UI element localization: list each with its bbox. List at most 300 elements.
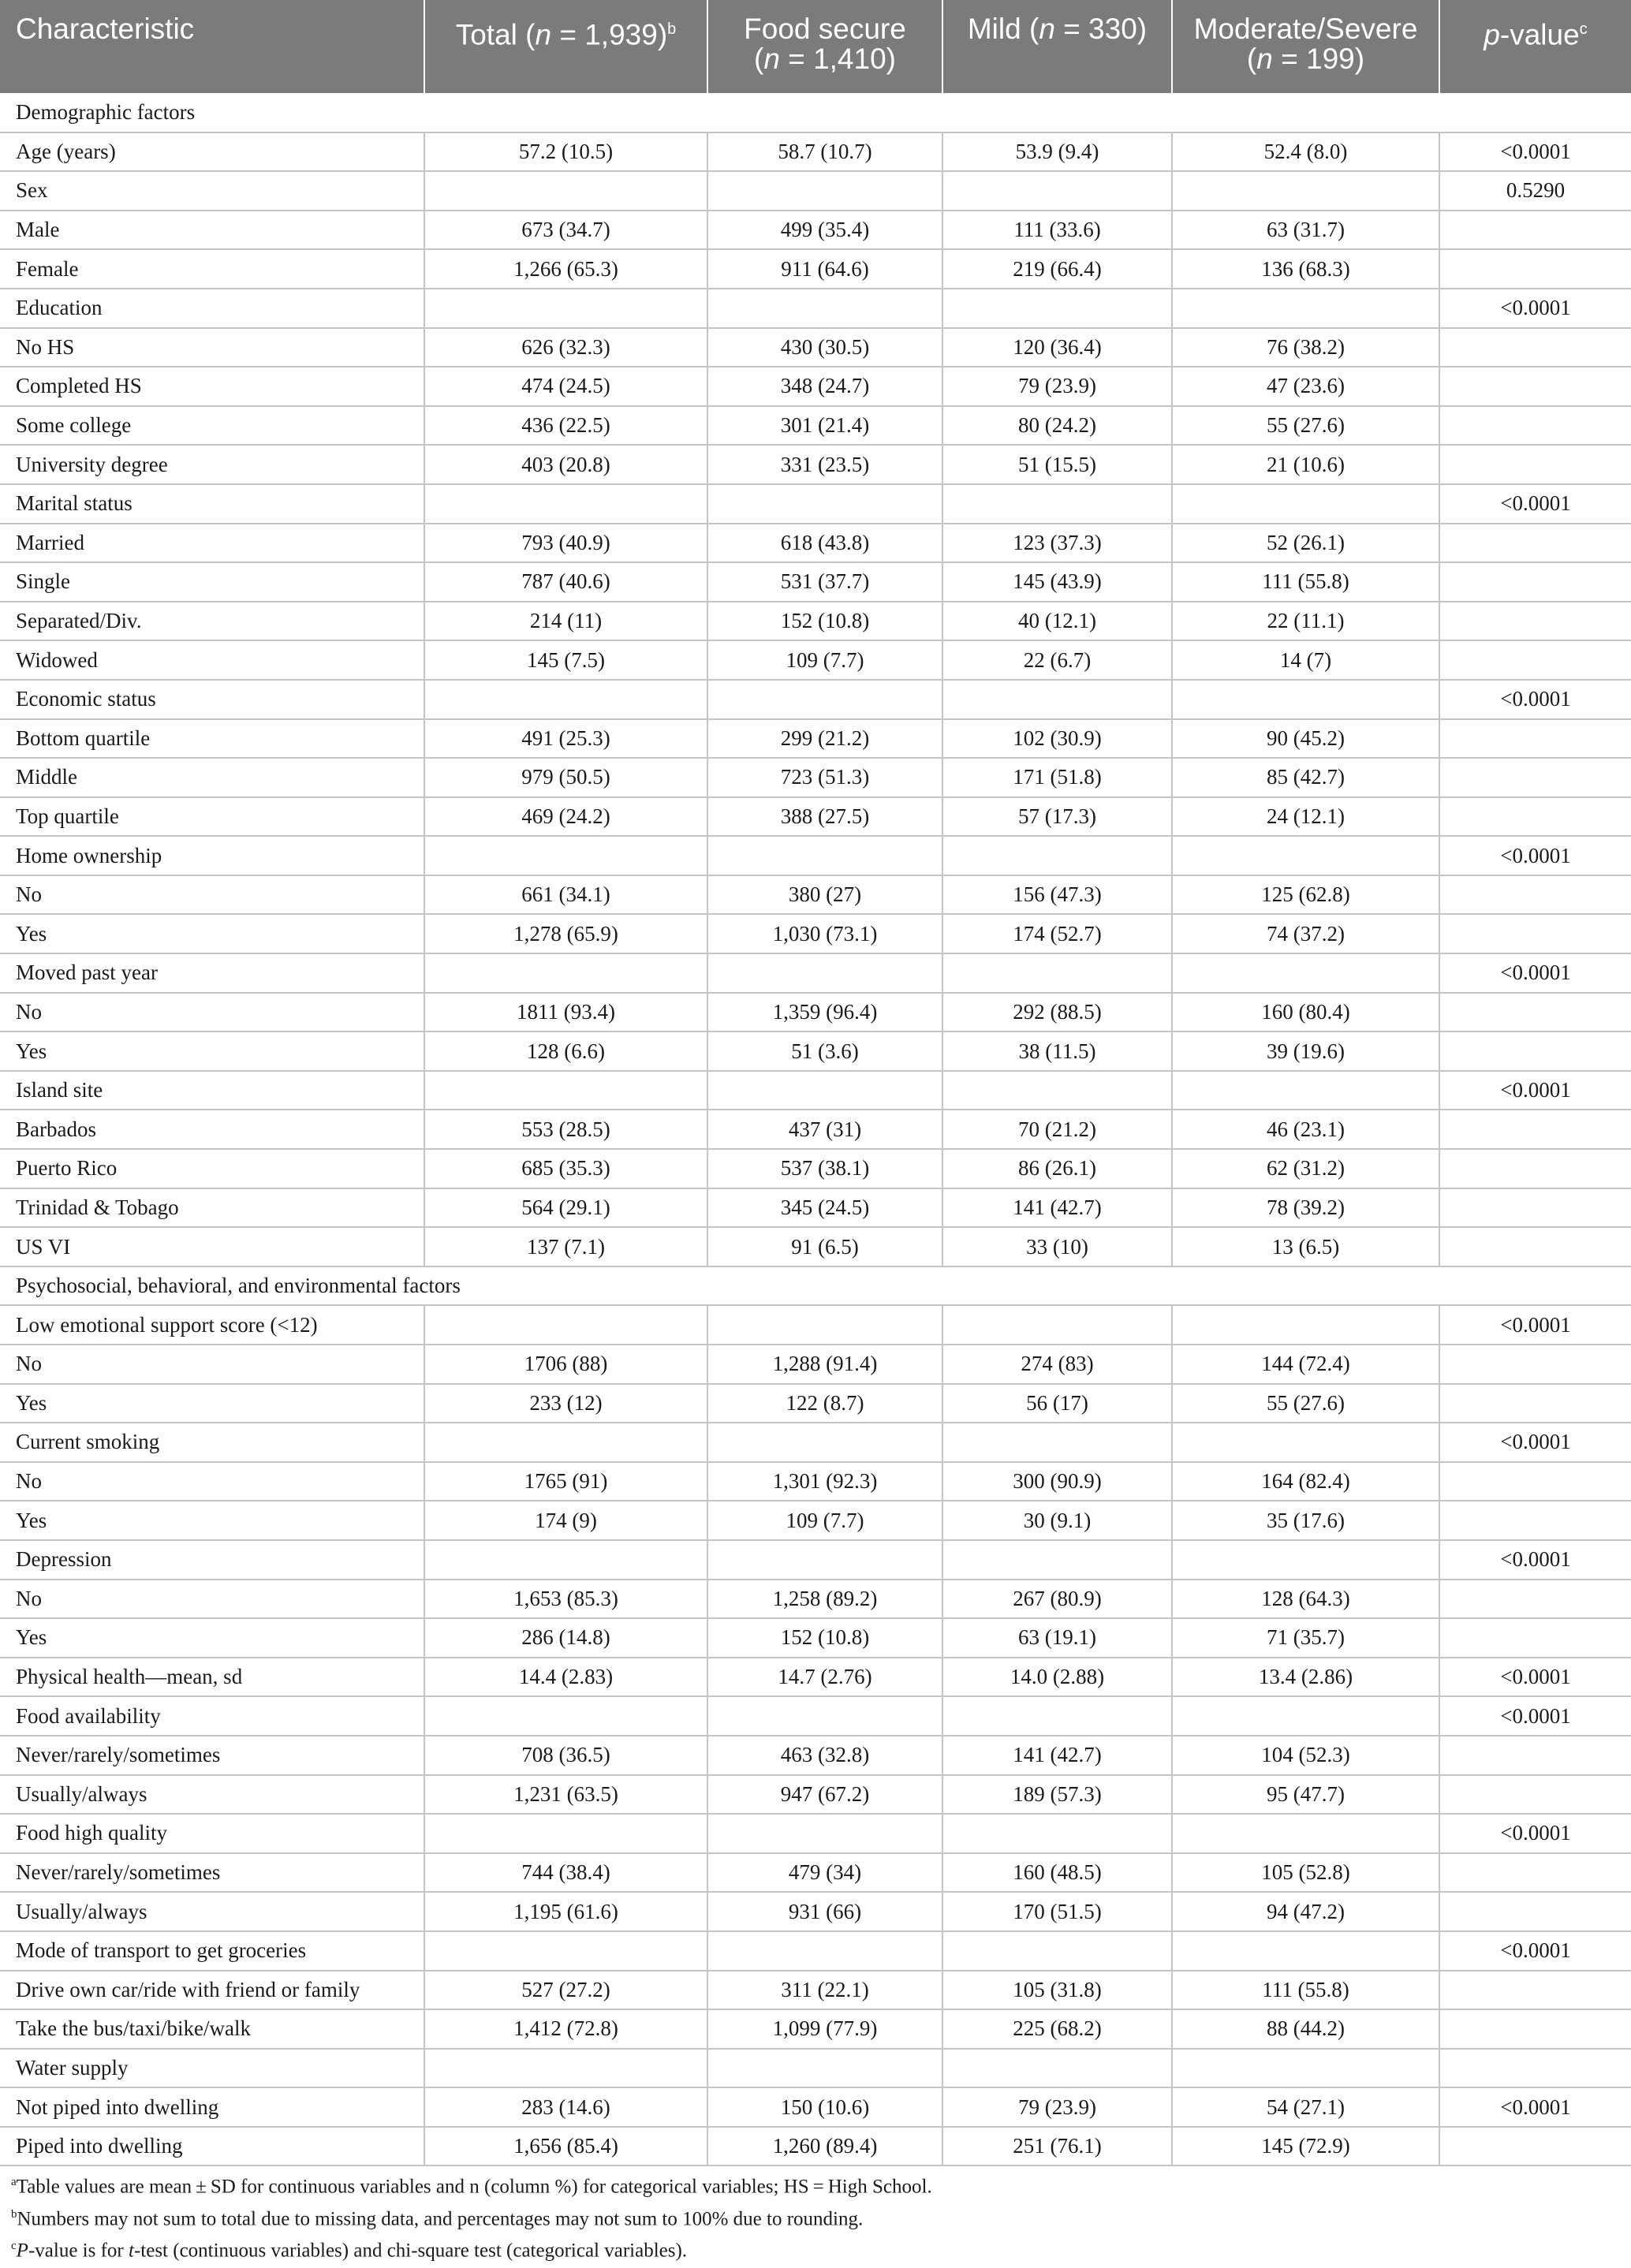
cell-moderate-severe: 63 (31.7) (1172, 211, 1439, 250)
cell-mild: 251 (76.1) (942, 2127, 1172, 2166)
cell-p-value (1439, 875, 1631, 915)
cell-characteristic: Depression (0, 1540, 424, 1580)
cell-total: 474 (24.5) (424, 367, 707, 406)
cell-food-secure: 388 (27.5) (707, 797, 942, 837)
cell-p-value: <0.0001 (1439, 132, 1631, 172)
cell-moderate-severe: 78 (39.2) (1172, 1188, 1439, 1228)
table-row (0, 2049, 1631, 2088)
section-label: Psychosocial, behavioral, and environmental factors (0, 1266, 1631, 1306)
cell-food-secure: 331 (23.5) (707, 445, 942, 484)
cell-p-value (1439, 211, 1631, 250)
table-row (0, 132, 1631, 172)
cell-characteristic: Age (years) (0, 132, 424, 172)
cell-total (424, 953, 707, 993)
cell-mild: 38 (11.5) (942, 1031, 1172, 1071)
cell-characteristic: No (0, 1345, 424, 1384)
cell-mild: 56 (17) (942, 1384, 1172, 1423)
table-row (0, 1775, 1631, 1815)
cell-characteristic: Piped into dwelling (0, 2127, 424, 2166)
cell-characteristic: No (0, 993, 424, 1032)
cell-moderate-severe: 94 (47.2) (1172, 1892, 1439, 1931)
table-row (0, 1892, 1631, 1931)
cell-p-value (1439, 367, 1631, 406)
cell-total: 1,656 (85.4) (424, 2127, 707, 2166)
cell-characteristic: Drive own car/ride with friend or family (0, 1971, 424, 2010)
cell-total: 1811 (93.4) (424, 993, 707, 1032)
cell-total: 553 (28.5) (424, 1110, 707, 1149)
cell-characteristic: Top quartile (0, 797, 424, 837)
table-row (0, 836, 1631, 875)
cell-p-value (1439, 640, 1631, 680)
cell-mild (942, 1696, 1172, 1736)
cell-p-value: <0.0001 (1439, 1931, 1631, 1971)
cell-moderate-severe: 54 (27.1) (1172, 2087, 1439, 2127)
cell-characteristic: No HS (0, 328, 424, 367)
cell-p-value: <0.0001 (1439, 289, 1631, 328)
cell-mild (942, 1423, 1172, 1462)
cell-moderate-severe: 55 (27.6) (1172, 406, 1439, 446)
section-label: Demographic factors (0, 93, 1631, 132)
cell-total: 527 (27.2) (424, 1971, 707, 2010)
cell-characteristic: Usually/always (0, 1775, 424, 1815)
header-food-secure: Food secure (n = 1,410) (707, 0, 942, 93)
cell-mild (942, 171, 1172, 211)
cell-p-value: <0.0001 (1439, 484, 1631, 524)
cell-p-value (1439, 1892, 1631, 1931)
cell-food-secure (707, 1071, 942, 1110)
table-row (0, 680, 1631, 719)
cell-mild (942, 680, 1172, 719)
cell-characteristic: Female (0, 249, 424, 289)
table-row (0, 1031, 1631, 1071)
cell-characteristic: Separated/Div. (0, 602, 424, 641)
cell-mild (942, 1071, 1172, 1110)
cell-characteristic: Yes (0, 1501, 424, 1540)
cell-moderate-severe (1172, 1305, 1439, 1345)
cell-food-secure: 348 (24.7) (707, 367, 942, 406)
cell-food-secure (707, 171, 942, 211)
cell-moderate-severe: 160 (80.4) (1172, 993, 1439, 1032)
cell-moderate-severe: 39 (19.6) (1172, 1031, 1439, 1071)
cell-mild: 51 (15.5) (942, 445, 1172, 484)
cell-moderate-severe: 14 (7) (1172, 640, 1439, 680)
table-row (0, 1971, 1631, 2010)
cell-p-value: <0.0001 (1439, 1814, 1631, 1853)
cell-food-secure (707, 1931, 942, 1971)
table-row (0, 758, 1631, 797)
cell-total (424, 484, 707, 524)
table-row (0, 914, 1631, 953)
cell-p-value (1439, 993, 1631, 1032)
cell-total: 57.2 (10.5) (424, 132, 707, 172)
cell-moderate-severe: 144 (72.4) (1172, 1345, 1439, 1384)
header-p-value: p-value$^c$ (1439, 0, 1631, 93)
cell-mild: 189 (57.3) (942, 1775, 1172, 1815)
cell-mild: 79 (23.9) (942, 367, 1172, 406)
cell-moderate-severe: 90 (45.2) (1172, 719, 1439, 759)
cell-moderate-severe: 85 (42.7) (1172, 758, 1439, 797)
cell-characteristic: Education (0, 289, 424, 328)
cell-p-value: <0.0001 (1439, 1305, 1631, 1345)
cell-moderate-severe: 46 (23.1) (1172, 1110, 1439, 1149)
cell-p-value: <0.0001 (1439, 1071, 1631, 1110)
cell-food-secure: 947 (67.2) (707, 1775, 942, 1815)
cell-total (424, 1423, 707, 1462)
cell-characteristic: Water supply (0, 2049, 424, 2088)
cell-p-value (1439, 562, 1631, 602)
cell-p-value (1439, 602, 1631, 641)
cell-moderate-severe: 62 (31.2) (1172, 1149, 1439, 1188)
cell-p-value: <0.0001 (1439, 953, 1631, 993)
table-row (0, 875, 1631, 915)
table-row (0, 1618, 1631, 1658)
cell-moderate-severe (1172, 1071, 1439, 1110)
cell-p-value (1439, 1384, 1631, 1423)
cell-food-secure (707, 484, 942, 524)
header-total: Total (n = 1,939)$^b$ (424, 0, 707, 93)
table-row (0, 1931, 1631, 1971)
cell-moderate-severe: 164 (82.4) (1172, 1462, 1439, 1501)
table-row (0, 1384, 1631, 1423)
cell-total: 708 (36.5) (424, 1736, 707, 1775)
header-mild: Mild (n = 330) (942, 0, 1172, 93)
table-row (0, 445, 1631, 484)
cell-food-secure: 531 (37.7) (707, 562, 942, 602)
section-row (0, 1266, 1631, 1306)
cell-mild: 141 (42.7) (942, 1736, 1172, 1775)
cell-mild: 219 (66.4) (942, 249, 1172, 289)
table-row (0, 1736, 1631, 1775)
cell-total: 286 (14.8) (424, 1618, 707, 1658)
cell-moderate-severe (1172, 953, 1439, 993)
cell-p-value: <0.0001 (1439, 1423, 1631, 1462)
cell-p-value (1439, 1736, 1631, 1775)
cell-mild (942, 289, 1172, 328)
cell-moderate-severe: 88 (44.2) (1172, 2009, 1439, 2049)
table-row (0, 1071, 1631, 1110)
cell-total: 403 (20.8) (424, 445, 707, 484)
cell-total (424, 680, 707, 719)
cell-total: 145 (7.5) (424, 640, 707, 680)
cell-mild: 63 (19.1) (942, 1618, 1172, 1658)
cell-mild: 120 (36.4) (942, 328, 1172, 367)
cell-characteristic: Male (0, 211, 424, 250)
cell-food-secure: 1,359 (96.4) (707, 993, 942, 1032)
cell-food-secure: 479 (34) (707, 1853, 942, 1893)
cell-moderate-severe: 22 (11.1) (1172, 602, 1439, 641)
footnote-c: $^c$P-value is for t-test (continuous variables) and chi-square test (categorical variables). (11, 2240, 688, 2262)
cell-characteristic: Puerto Rico (0, 1149, 424, 1188)
cell-p-value: 0.5290 (1439, 171, 1631, 211)
cell-characteristic: Some college (0, 406, 424, 446)
cell-total (424, 171, 707, 211)
cell-total (424, 1931, 707, 1971)
table-row (0, 562, 1631, 602)
cell-food-secure: 1,260 (89.4) (707, 2127, 942, 2166)
cell-moderate-severe (1172, 1814, 1439, 1853)
cell-mild (942, 836, 1172, 875)
cell-moderate-severe: 111 (55.8) (1172, 1971, 1439, 2010)
cell-p-value: <0.0001 (1439, 1540, 1631, 1580)
cell-food-secure (707, 1696, 942, 1736)
table-header (0, 0, 1631, 93)
cell-moderate-severe: 13.4 (2.86) (1172, 1658, 1439, 1697)
cell-characteristic: Yes (0, 914, 424, 953)
cell-food-secure: 1,301 (92.3) (707, 1462, 942, 1501)
cell-characteristic: Yes (0, 1618, 424, 1658)
table-row (0, 367, 1631, 406)
cell-moderate-severe (1172, 484, 1439, 524)
cell-mild: 274 (83) (942, 1345, 1172, 1384)
cell-food-secure: 430 (30.5) (707, 328, 942, 367)
cell-total: 174 (9) (424, 1501, 707, 1540)
cell-food-secure (707, 289, 942, 328)
cell-mild: 22 (6.7) (942, 640, 1172, 680)
cell-food-secure: 1,288 (91.4) (707, 1345, 942, 1384)
cell-p-value: <0.0001 (1439, 1696, 1631, 1736)
cell-total (424, 1071, 707, 1110)
cell-food-secure: 1,258 (89.2) (707, 1580, 942, 1619)
table-row (0, 171, 1631, 211)
cell-total: 1,278 (65.9) (424, 914, 707, 953)
table-row (0, 719, 1631, 759)
cell-characteristic: Bottom quartile (0, 719, 424, 759)
cell-mild: 160 (48.5) (942, 1853, 1172, 1893)
table-row (0, 524, 1631, 563)
cell-moderate-severe: 76 (38.2) (1172, 328, 1439, 367)
cell-mild: 14.0 (2.88) (942, 1658, 1172, 1697)
cell-moderate-severe: 35 (17.6) (1172, 1501, 1439, 1540)
footnote-a: $^a$Table values are mean ± SD for continuous variables and n (column %) for categorical variables; HS = High School. (11, 2176, 932, 2198)
cell-moderate-severe (1172, 1696, 1439, 1736)
cell-p-value (1439, 524, 1631, 563)
cell-food-secure (707, 1814, 942, 1853)
cell-moderate-severe: 128 (64.3) (1172, 1580, 1439, 1619)
cell-mild (942, 953, 1172, 993)
cell-mild: 174 (52.7) (942, 914, 1172, 953)
cell-moderate-severe: 105 (52.8) (1172, 1853, 1439, 1893)
cell-food-secure: 1,099 (77.9) (707, 2009, 942, 2049)
cell-p-value: <0.0001 (1439, 1658, 1631, 1697)
cell-characteristic: Not piped into dwelling (0, 2087, 424, 2127)
cell-p-value (1439, 1031, 1631, 1071)
cell-total: 787 (40.6) (424, 562, 707, 602)
table-row (0, 1462, 1631, 1501)
cell-moderate-severe: 71 (35.7) (1172, 1618, 1439, 1658)
table-row (0, 2127, 1631, 2166)
table-row (0, 993, 1631, 1032)
cell-total: 564 (29.1) (424, 1188, 707, 1228)
cell-p-value: <0.0001 (1439, 680, 1631, 719)
cell-characteristic: Trinidad & Tobago (0, 1188, 424, 1228)
cell-total (424, 1305, 707, 1345)
cell-mild: 171 (51.8) (942, 758, 1172, 797)
table-row (0, 1540, 1631, 1580)
cell-characteristic: Food high quality (0, 1814, 424, 1853)
cell-total: 491 (25.3) (424, 719, 707, 759)
cell-total: 283 (14.6) (424, 2087, 707, 2127)
cell-moderate-severe: 52.4 (8.0) (1172, 132, 1439, 172)
cell-characteristic: Economic status (0, 680, 424, 719)
cell-moderate-severe (1172, 680, 1439, 719)
cell-mild: 123 (37.3) (942, 524, 1172, 563)
cell-p-value (1439, 1501, 1631, 1540)
table-row (0, 1814, 1631, 1853)
cell-mild: 170 (51.5) (942, 1892, 1172, 1931)
cell-mild (942, 2049, 1172, 2088)
table-row (0, 1658, 1631, 1697)
cell-moderate-severe (1172, 289, 1439, 328)
cell-p-value (1439, 1580, 1631, 1619)
cell-moderate-severe (1172, 1931, 1439, 1971)
cell-characteristic: Physical health—mean, sd (0, 1658, 424, 1697)
cell-food-secure: 152 (10.8) (707, 1618, 942, 1658)
cell-moderate-severe: 125 (62.8) (1172, 875, 1439, 915)
cell-moderate-severe: 104 (52.3) (1172, 1736, 1439, 1775)
cell-characteristic: Home ownership (0, 836, 424, 875)
cell-mild (942, 484, 1172, 524)
table-row (0, 289, 1631, 328)
table-row (0, 484, 1631, 524)
cell-food-secure (707, 1423, 942, 1462)
cell-total: 1,195 (61.6) (424, 1892, 707, 1931)
cell-food-secure: 109 (7.7) (707, 1501, 942, 1540)
cell-characteristic: Mode of transport to get groceries (0, 1931, 424, 1971)
cell-mild: 156 (47.3) (942, 875, 1172, 915)
cell-total: 1765 (91) (424, 1462, 707, 1501)
cell-mild (942, 1540, 1172, 1580)
cell-p-value (1439, 445, 1631, 484)
cell-moderate-severe (1172, 836, 1439, 875)
cell-total: 1,231 (63.5) (424, 1775, 707, 1815)
cell-mild: 267 (80.9) (942, 1580, 1172, 1619)
cell-food-secure (707, 1305, 942, 1345)
table-row (0, 211, 1631, 250)
cell-food-secure: 618 (43.8) (707, 524, 942, 563)
cell-mild: 33 (10) (942, 1227, 1172, 1266)
cell-mild: 145 (43.9) (942, 562, 1172, 602)
cell-food-secure (707, 680, 942, 719)
cell-mild: 141 (42.7) (942, 1188, 1172, 1228)
cell-characteristic: Married (0, 524, 424, 563)
cell-p-value (1439, 1775, 1631, 1815)
cell-moderate-severe: 21 (10.6) (1172, 445, 1439, 484)
cell-moderate-severe (1172, 171, 1439, 211)
table-row (0, 1423, 1631, 1462)
cell-total: 744 (38.4) (424, 1853, 707, 1893)
cell-moderate-severe: 145 (72.9) (1172, 2127, 1439, 2166)
table-row (0, 797, 1631, 837)
table-row (0, 1305, 1631, 1345)
cell-characteristic: No (0, 1462, 424, 1501)
cell-moderate-severe: 111 (55.8) (1172, 562, 1439, 602)
cell-moderate-severe: 55 (27.6) (1172, 1384, 1439, 1423)
cell-mild: 53.9 (9.4) (942, 132, 1172, 172)
cell-food-secure: 122 (8.7) (707, 1384, 942, 1423)
cell-total: 1,412 (72.8) (424, 2009, 707, 2049)
cell-moderate-severe (1172, 1423, 1439, 1462)
cell-characteristic: Never/rarely/sometimes (0, 1853, 424, 1893)
cell-p-value (1439, 758, 1631, 797)
cell-p-value (1439, 1149, 1631, 1188)
header-moderate-severe: Moderate/Severe (n = 199) (1172, 0, 1439, 93)
cell-characteristic: Middle (0, 758, 424, 797)
cell-mild (942, 1305, 1172, 1345)
cell-total: 137 (7.1) (424, 1227, 707, 1266)
cell-characteristic: US VI (0, 1227, 424, 1266)
cell-characteristic: Widowed (0, 640, 424, 680)
table-row (0, 2009, 1631, 2049)
cell-moderate-severe: 24 (12.1) (1172, 797, 1439, 837)
cell-p-value (1439, 719, 1631, 759)
cell-food-secure: 380 (27) (707, 875, 942, 915)
cell-characteristic: Take the bus/taxi/bike/walk (0, 2009, 424, 2049)
cell-characteristic: Usually/always (0, 1892, 424, 1931)
header-characteristic: Characteristic (0, 0, 424, 93)
cell-total: 128 (6.6) (424, 1031, 707, 1071)
table-row (0, 406, 1631, 446)
cell-total: 793 (40.9) (424, 524, 707, 563)
cell-mild: 30 (9.1) (942, 1501, 1172, 1540)
cell-food-secure (707, 836, 942, 875)
cell-characteristic: Food availability (0, 1696, 424, 1736)
cell-p-value (1439, 2127, 1631, 2166)
cell-food-secure: 931 (66) (707, 1892, 942, 1931)
cell-food-secure: 58.7 (10.7) (707, 132, 942, 172)
cell-total: 469 (24.2) (424, 797, 707, 837)
cell-food-secure: 51 (3.6) (707, 1031, 942, 1071)
cell-mild: 105 (31.8) (942, 1971, 1172, 2010)
cell-food-secure: 150 (10.6) (707, 2087, 942, 2127)
cell-total (424, 289, 707, 328)
cell-characteristic: Moved past year (0, 953, 424, 993)
table-body (0, 93, 1631, 2165)
cell-mild (942, 1931, 1172, 1971)
cell-p-value (1439, 249, 1631, 289)
cell-food-secure: 301 (21.4) (707, 406, 942, 446)
table-row (0, 602, 1631, 641)
cell-p-value (1439, 1462, 1631, 1501)
table-row (0, 1227, 1631, 1266)
table-row (0, 1149, 1631, 1188)
cell-total (424, 836, 707, 875)
cell-food-secure: 345 (24.5) (707, 1188, 942, 1228)
table-row (0, 1853, 1631, 1893)
footnote-b: $^b$Numbers may not sum to total due to missing data, and percentages may not sum to 100% due to rounding. (11, 2208, 864, 2230)
cell-moderate-severe: 13 (6.5) (1172, 1227, 1439, 1266)
cell-total: 673 (34.7) (424, 211, 707, 250)
cell-characteristic: Barbados (0, 1110, 424, 1149)
cell-total (424, 2049, 707, 2088)
cell-food-secure: 152 (10.8) (707, 602, 942, 641)
cell-moderate-severe (1172, 1540, 1439, 1580)
cell-characteristic: Yes (0, 1384, 424, 1423)
cell-total: 1,653 (85.3) (424, 1580, 707, 1619)
cell-p-value (1439, 1345, 1631, 1384)
cell-mild: 292 (88.5) (942, 993, 1172, 1032)
table-row (0, 1501, 1631, 1540)
cell-total (424, 1696, 707, 1736)
cell-total: 233 (12) (424, 1384, 707, 1423)
cell-characteristic: Low emotional support score (<12) (0, 1305, 424, 1345)
cell-characteristic: No (0, 875, 424, 915)
cell-mild: 111 (33.6) (942, 211, 1172, 250)
cell-food-secure: 1,030 (73.1) (707, 914, 942, 953)
cell-food-secure (707, 2049, 942, 2088)
cell-characteristic: Single (0, 562, 424, 602)
cell-food-secure (707, 1540, 942, 1580)
table-row (0, 1345, 1631, 1384)
